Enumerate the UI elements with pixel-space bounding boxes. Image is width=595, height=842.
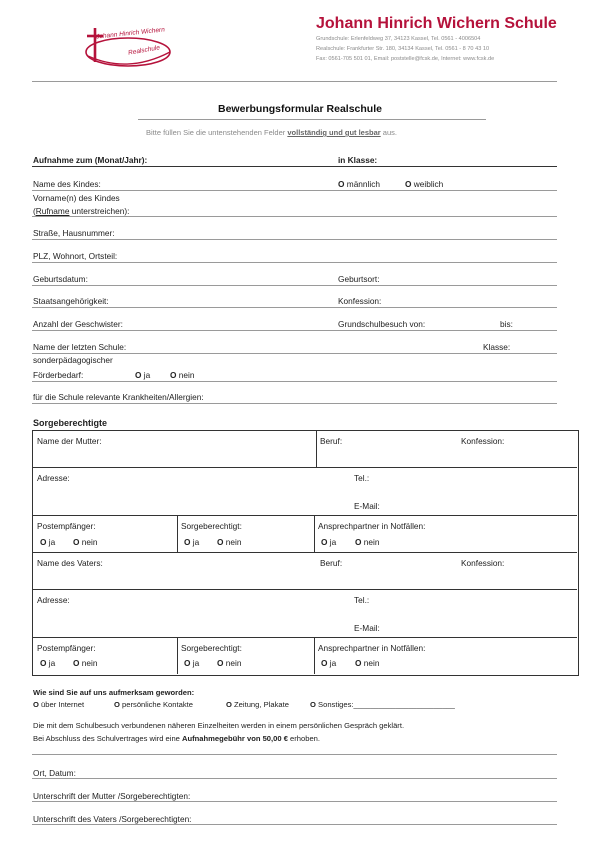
radio-marker[interactable]: O xyxy=(33,700,39,709)
strasse-label: Straße, Hausnummer: xyxy=(33,228,115,238)
mother-name-divider xyxy=(316,431,317,467)
plz-line[interactable] xyxy=(32,262,557,263)
father-beruf-label: Beruf: xyxy=(320,558,343,568)
school-address-2: Realschule: Frankfurter Str. 180, 34134 Kassel, Tel. 0561 - 8 70 43 10 xyxy=(316,46,490,52)
radio-marker[interactable]: O xyxy=(217,658,224,668)
mother-post-no[interactable] xyxy=(73,537,97,547)
option-label: Zeitung, Plakate xyxy=(234,700,289,709)
radio-marker[interactable]: O xyxy=(226,700,232,709)
radio-sonder-yes[interactable]: O xyxy=(135,370,142,380)
yes-label: ja xyxy=(143,370,151,380)
mother-sorge-no[interactable] xyxy=(217,537,241,547)
konfession-label: Konfession: xyxy=(338,296,382,306)
staat-line[interactable] xyxy=(32,307,557,308)
radio-marker[interactable]: O xyxy=(184,537,191,547)
radio-marker[interactable]: O xyxy=(40,537,47,547)
geschwister-line[interactable] xyxy=(32,330,557,331)
no-label: nein xyxy=(81,537,98,547)
option-label: über Internet xyxy=(41,700,85,709)
gender-male-option[interactable] xyxy=(338,179,380,189)
school-name: Johann Hinrich Wichern Schule xyxy=(316,15,557,32)
form-title: Bewerbungsformular Realschule xyxy=(218,103,382,115)
ort-datum-line[interactable] xyxy=(32,778,557,779)
no-label: nein xyxy=(363,537,380,547)
row-line xyxy=(33,552,577,553)
footer-text-1: Die mit dem Schulbesuch verbundenen näheren Einzelheiten werden in einem persönlichen Gespräch geklärt. xyxy=(33,721,405,730)
father-notfall-label: Ansprechpartner in Notfällen: xyxy=(318,643,426,653)
radio-marker[interactable]: O xyxy=(355,537,362,547)
father-notfall-yes[interactable] xyxy=(321,658,336,668)
no-label: nein xyxy=(81,658,98,668)
mother-notfall-label: Ansprechpartner in Notfällen: xyxy=(318,521,426,531)
father-konfession-label: Konfession: xyxy=(461,558,505,568)
row-line xyxy=(33,515,577,516)
no-label: nein xyxy=(178,370,195,380)
school-address-3: Fax: 0561-705 501 01, Email: poststelle@fcsk.de, Internet: www.fcsk.de xyxy=(316,56,495,62)
hint-before: Bitte füllen Sie die untenstehenden Felder xyxy=(146,128,288,137)
mother-post-cell-divider xyxy=(177,516,178,552)
fee-amount: Aufnahmegebühr von 50,00 € xyxy=(182,734,288,743)
yes-label: ja xyxy=(329,537,337,547)
father-post-cell-divider xyxy=(177,638,178,674)
name-kind-label: Name des Kindes: xyxy=(33,179,101,189)
aufnahme-line[interactable] xyxy=(32,166,557,167)
krankheiten-line[interactable] xyxy=(32,403,557,404)
yes-label: ja xyxy=(192,537,200,547)
footer-divider xyxy=(32,754,557,755)
mother-adresse-label: Adresse: xyxy=(37,473,70,483)
mother-notfall-yes[interactable] xyxy=(321,537,336,547)
school-address-1: Grundschule: Erlenfeldweg 37, 34123 Kassel, Tel. 0561 - 4006504 xyxy=(316,36,481,42)
radio-marker[interactable]: O xyxy=(40,658,47,668)
radio-marker[interactable]: O xyxy=(184,658,191,668)
radio-marker[interactable]: O xyxy=(310,700,316,709)
sonder-line[interactable] xyxy=(32,381,557,382)
option-label: Sonstiges:________________________ xyxy=(318,700,455,709)
radio-marker[interactable]: O xyxy=(114,700,120,709)
name-kind-line[interactable] xyxy=(32,190,557,191)
radio-male[interactable]: O xyxy=(338,179,345,189)
radio-marker[interactable]: O xyxy=(73,537,80,547)
male-label: männlich xyxy=(346,179,380,189)
yes-label: ja xyxy=(192,658,200,668)
mother-beruf-label: Beruf: xyxy=(320,436,343,446)
rufname-rest: unterstreichen): xyxy=(69,206,130,216)
bis-label: bis: xyxy=(500,319,513,329)
sig-father-line[interactable] xyxy=(32,824,557,825)
father-sorge-label: Sorgeberechtigt: xyxy=(181,643,242,653)
aufnahme-label: Aufnahme zum (Monat/Jahr): xyxy=(33,155,148,165)
form-hint xyxy=(146,128,397,137)
source-option-kontakte[interactable] xyxy=(114,700,193,709)
mother-tel-label: Tel.: xyxy=(354,473,370,483)
no-label: nein xyxy=(363,658,380,668)
rufname-underlined: Rufname xyxy=(35,206,70,216)
father-notfall-no[interactable] xyxy=(355,658,379,668)
letzte-schule-label: Name der letzten Schule: xyxy=(33,342,127,352)
grundschulbesuch-label: Grundschulbesuch von: xyxy=(338,319,426,329)
footer-text-2 xyxy=(33,734,320,743)
source-option-zeitung[interactable] xyxy=(226,700,289,709)
radio-marker[interactable]: O xyxy=(73,658,80,668)
plz-label: PLZ, Wohnort, Ortsteil: xyxy=(33,251,118,261)
mother-post-yes[interactable] xyxy=(40,537,55,547)
mother-sorge-yes[interactable] xyxy=(184,537,199,547)
fee-before: Bei Abschluss des Schulvertrages wird eine xyxy=(33,734,182,743)
geburtsdatum-label: Geburtsdatum: xyxy=(33,274,88,284)
klasse-label: in Klasse: xyxy=(338,155,378,165)
source-question: Wie sind Sie auf uns aufmerksam geworden: xyxy=(33,688,195,697)
radio-female[interactable]: O xyxy=(405,179,412,189)
krankheiten-label: für die Schule relevante Krankheiten/Allergien: xyxy=(33,392,204,402)
logo-text-bottom: Realschule xyxy=(127,44,161,57)
letzte-schule-line[interactable] xyxy=(32,353,557,354)
radio-marker[interactable]: O xyxy=(321,658,328,668)
staat-label: Staatsangehörigkeit: xyxy=(33,296,109,306)
mother-name-label: Name der Mutter: xyxy=(37,436,102,446)
rufname-open: ( xyxy=(33,206,36,216)
strasse-line[interactable] xyxy=(32,239,557,240)
mother-sorge-cell-divider xyxy=(314,516,315,552)
father-name-label: Name des Vaters: xyxy=(37,558,103,568)
yes-label: ja xyxy=(48,537,56,547)
yes-label: ja xyxy=(329,658,337,668)
mother-konfession-label: Konfession: xyxy=(461,436,505,446)
source-option-sonstiges[interactable] xyxy=(310,700,455,709)
geburtsort-label: Geburtsort: xyxy=(338,274,380,284)
female-label: weiblich xyxy=(413,179,444,189)
source-option-internet[interactable] xyxy=(33,700,84,709)
father-email-label: E-Mail: xyxy=(354,623,380,633)
no-label: nein xyxy=(225,658,242,668)
father-sorge-cell-divider xyxy=(314,638,315,674)
vorname-label: Vorname(n) des Kindes xyxy=(33,193,120,203)
guardians-title: Sorgeberechtigte xyxy=(33,418,108,428)
logo-text-top: Johann Hinrich Wichern xyxy=(95,26,166,41)
hint-after: aus. xyxy=(380,128,397,137)
father-sorge-no[interactable] xyxy=(217,658,241,668)
option-label: persönliche Kontakte xyxy=(122,700,193,709)
father-post-no[interactable] xyxy=(73,658,97,668)
mother-sorge-label: Sorgeberechtigt: xyxy=(181,521,242,531)
mother-notfall-no[interactable] xyxy=(355,537,379,547)
radio-sonder-no[interactable]: O xyxy=(170,370,177,380)
sonder-label-2: Förderbedarf: xyxy=(33,370,84,380)
yes-label: ja xyxy=(48,658,56,668)
father-adresse-label: Adresse: xyxy=(37,595,70,605)
ort-datum-label: Ort, Datum: xyxy=(33,768,76,778)
sig-mother-label: Unterschrift der Mutter /Sorgeberechtigten: xyxy=(33,791,191,801)
father-post-yes[interactable] xyxy=(40,658,55,668)
no-label: nein xyxy=(225,537,242,547)
klasse2-label: Klasse: xyxy=(483,342,511,352)
header-divider xyxy=(32,81,557,82)
fee-after: erhoben. xyxy=(287,734,321,743)
row-line xyxy=(33,467,577,468)
sig-mother-line[interactable] xyxy=(32,801,557,802)
radio-marker[interactable]: O xyxy=(355,658,362,668)
radio-marker[interactable]: O xyxy=(217,537,224,547)
father-tel-label: Tel.: xyxy=(354,595,370,605)
title-rule xyxy=(138,119,486,120)
row-line xyxy=(33,589,577,590)
hint-emphasis: vollständig und gut lesbar xyxy=(287,128,381,137)
geschwister-label: Anzahl der Geschwister: xyxy=(33,319,123,329)
sonder-label-1: sonderpädagogischer xyxy=(33,355,113,365)
radio-marker[interactable]: O xyxy=(321,537,328,547)
sig-father-label: Unterschrift des Vaters /Sorgeberechtigten: xyxy=(33,814,192,824)
father-sorge-yes[interactable] xyxy=(184,658,199,668)
mother-post-label: Postempfänger: xyxy=(37,521,96,531)
rufname-note xyxy=(33,206,129,216)
row-line xyxy=(33,637,577,638)
father-post-label: Postempfänger: xyxy=(37,643,96,653)
vorname-line[interactable] xyxy=(32,216,557,217)
geburt-line[interactable] xyxy=(32,285,557,286)
mother-email-label: E-Mail: xyxy=(354,501,380,511)
sonder-no-option[interactable] xyxy=(170,370,194,380)
gender-female-option[interactable] xyxy=(405,179,443,189)
sonder-yes-option[interactable] xyxy=(135,370,150,380)
